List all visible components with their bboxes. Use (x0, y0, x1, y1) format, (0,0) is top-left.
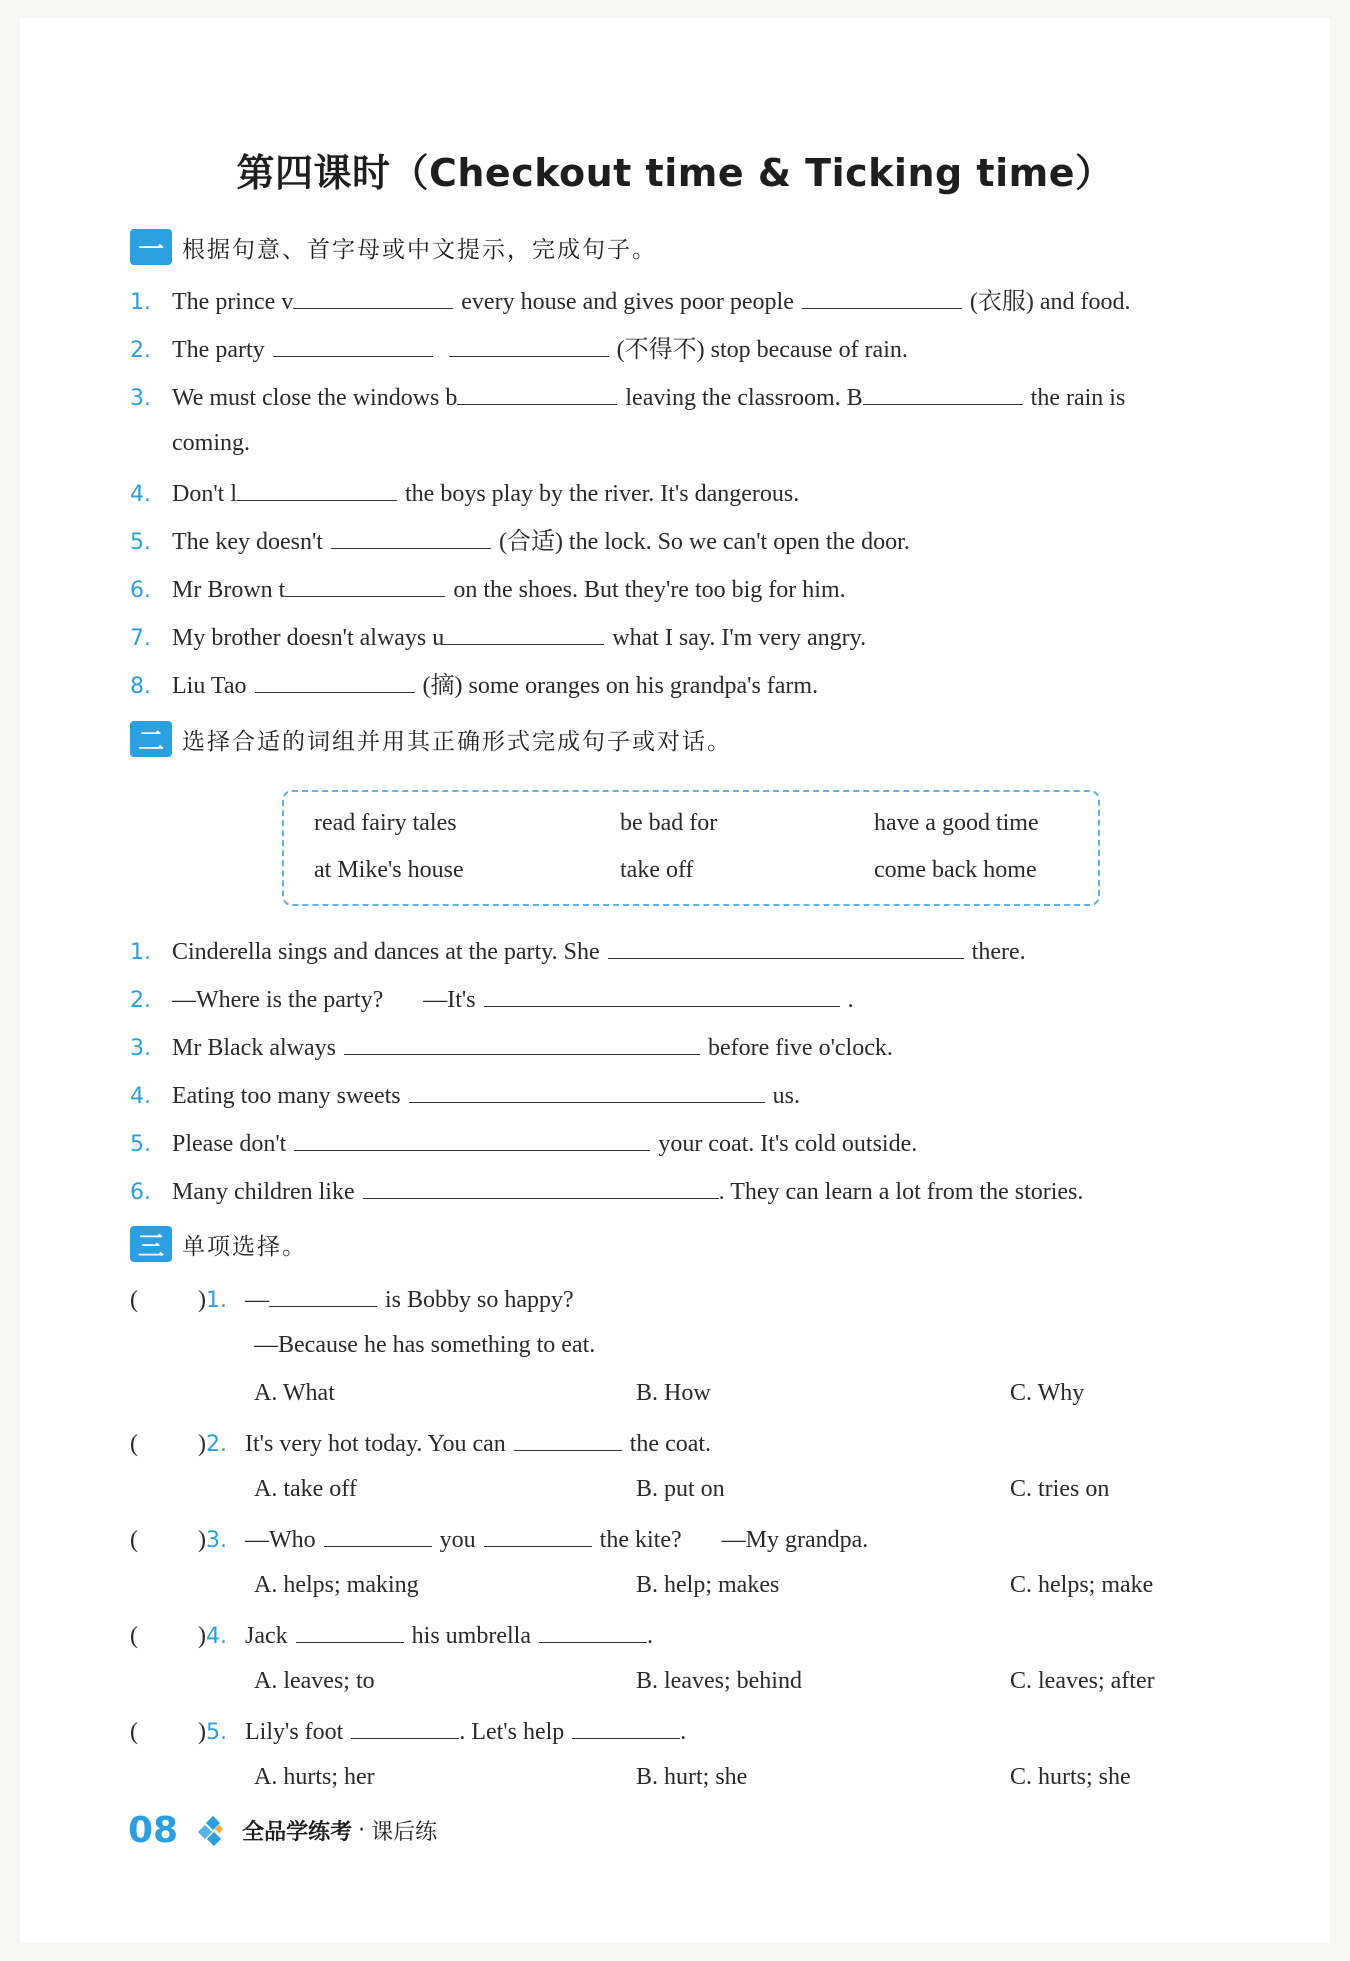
answer-blank[interactable] (324, 1520, 432, 1547)
q2-option-b[interactable]: B. put on (636, 1476, 725, 1502)
answer-blank[interactable] (293, 282, 453, 309)
word-bank-item: have a good time (874, 810, 1039, 836)
q1-option-b[interactable]: B. How (636, 1380, 711, 1406)
s2-item-2: 2. —Where is the party? —It's . (130, 980, 854, 1014)
mc-question-4: ( )4. Jack his umbrella . (130, 1616, 653, 1654)
s1-item-6: 6. Mr Brown t on the shoes. But they're too big for him. (130, 570, 846, 604)
page-footer (128, 1810, 437, 1851)
answer-blank[interactable] (484, 1520, 592, 1547)
answer-blank[interactable] (269, 1280, 377, 1307)
section2-badge: 二 (130, 721, 172, 757)
s1-item-8: 8. Liu Tao (摘) some oranges on his grandpa's farm. (130, 666, 818, 700)
section3-badge: 三 (130, 1226, 172, 1262)
brand-name: 全品学练考 (242, 1820, 353, 1845)
mc-question-1: ( )1. — is Bobby so happy? (130, 1280, 574, 1318)
section3-heading: 单项选择。 (182, 1233, 307, 1260)
answer-blank[interactable] (285, 570, 445, 597)
answer-blank[interactable] (255, 666, 415, 693)
section3-header (130, 1225, 307, 1263)
s1-item-1: 1. The prince v every house and gives poor people (衣服) and food. (130, 282, 1131, 316)
section2-header (130, 720, 732, 758)
page-title: 第四课时（Checkout time & Ticking time） (236, 151, 1114, 195)
page-number: 08 (128, 1810, 179, 1851)
answer-blank[interactable] (331, 522, 491, 549)
answer-blank[interactable] (363, 1172, 719, 1199)
s1-item-4: 4. Don't l the boys play by the river. It's dangerous. (130, 474, 799, 508)
s1-item-3-cont: coming. (172, 430, 250, 456)
answer-blank[interactable] (484, 980, 840, 1007)
word-bank-item: at Mike's house (314, 857, 464, 883)
q5-option-b[interactable]: B. hurt; she (636, 1764, 748, 1790)
answer-blank[interactable] (351, 1712, 459, 1739)
answer-blank[interactable] (344, 1028, 700, 1055)
word-bank-item: take off (620, 857, 694, 883)
s2-item-1: 1. Cinderella sings and dances at the party. She there. (130, 932, 1026, 966)
answer-blank[interactable] (273, 330, 433, 357)
mc-question-5: ( )5. Lily's foot . Let's help . (130, 1712, 686, 1750)
q4-option-c[interactable]: C. leaves; after (1010, 1668, 1155, 1694)
q1-response-line: —Because he has something to eat. (254, 1332, 596, 1358)
mc-question-3: ( )3. —Who you the kite? —My grandpa. (130, 1520, 868, 1558)
s2-item-4: 4. Eating too many sweets us. (130, 1076, 800, 1110)
word-bank-item: come back home (874, 857, 1037, 883)
q5-option-a[interactable]: A. hurts; her (254, 1764, 375, 1790)
answer-blank[interactable] (863, 378, 1023, 405)
section2-heading: 选择合适的词组并用其正确形式完成句子或对话。 (182, 728, 732, 755)
diamond-logo-icon (200, 1818, 226, 1844)
word-bank-box (282, 790, 1100, 906)
s2-item-3: 3. Mr Black always before five o'clock. (130, 1028, 893, 1062)
mc-question-2: ( )2. It's very hot today. You can the coat. (130, 1424, 711, 1462)
section1-heading: 根据句意、首字母或中文提示，完成句子。 (182, 236, 657, 263)
q3-option-b[interactable]: B. help; makes (636, 1572, 780, 1598)
s1-item-7: 7. My brother doesn't always u what I say. I'm very angry. (130, 618, 866, 652)
s1-item-3: 3. We must close the windows b leaving the classroom. B the rain is (130, 378, 1125, 412)
answer-blank[interactable] (409, 1076, 765, 1103)
brand-separator: · (358, 1818, 366, 1843)
answer-blank[interactable] (572, 1712, 680, 1739)
q3-option-c[interactable]: C. helps; make (1010, 1572, 1154, 1598)
brand-subtitle: 课后练 (371, 1820, 438, 1845)
q1-option-c[interactable]: C. Why (1010, 1380, 1085, 1406)
q1-option-a[interactable]: A. What (254, 1380, 335, 1406)
answer-blank[interactable] (294, 1124, 650, 1151)
answer-blank[interactable] (514, 1424, 622, 1451)
word-bank-item: be bad for (620, 810, 718, 836)
q5-option-c[interactable]: C. hurts; she (1010, 1764, 1131, 1790)
answer-blank[interactable] (802, 282, 962, 309)
s2-item-6: 6. Many children like . They can learn a lot from the stories. (130, 1172, 1083, 1206)
q2-option-c[interactable]: C. tries on (1010, 1476, 1110, 1502)
section1-header (130, 228, 657, 266)
answer-blank[interactable] (449, 330, 609, 357)
q4-option-b[interactable]: B. leaves; behind (636, 1668, 802, 1694)
s1-item-5: 5. The key doesn't (合适) the lock. So we can't open the door. (130, 522, 910, 556)
s2-item-5: 5. Please don't your coat. It's cold outside. (130, 1124, 917, 1158)
answer-blank[interactable] (457, 378, 617, 405)
answer-blank[interactable] (296, 1616, 404, 1643)
q3-option-a[interactable]: A. helps; making (254, 1572, 419, 1598)
word-bank-item: read fairy tales (314, 810, 457, 836)
answer-blank[interactable] (608, 932, 964, 959)
q2-option-a[interactable]: A. take off (254, 1476, 357, 1502)
answer-blank[interactable] (444, 618, 604, 645)
answer-blank[interactable] (539, 1616, 647, 1643)
q4-option-a[interactable]: A. leaves; to (254, 1668, 375, 1694)
answer-blank[interactable] (237, 474, 397, 501)
s1-item-2: 2. The party (不得不) stop because of rain. (130, 330, 908, 364)
section1-badge: 一 (130, 229, 172, 265)
